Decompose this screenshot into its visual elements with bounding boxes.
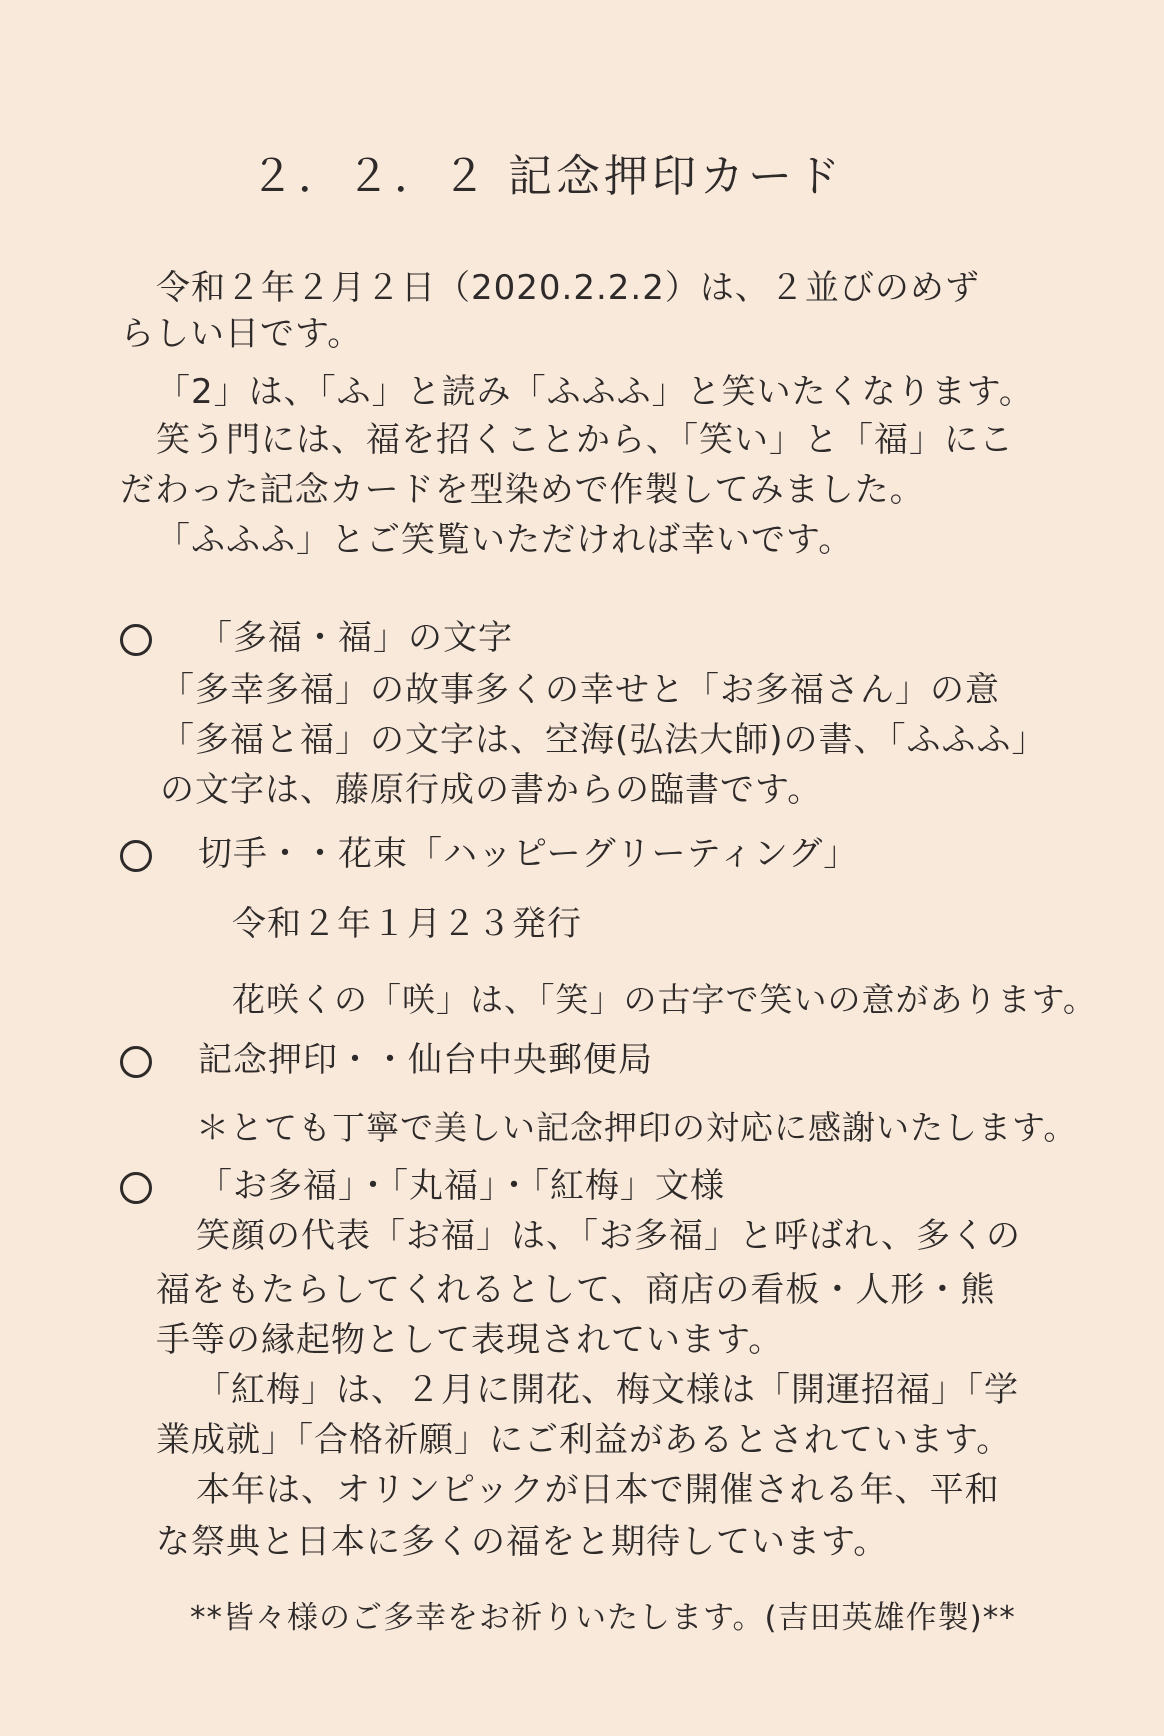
intro-line-5: だわった記念カードを型染めで作製してみました。	[120, 470, 925, 510]
section1-line-3: の文字は、藤原行成の書からの臨書です。	[160, 770, 823, 810]
section4-line-4: 「紅梅」は、２月に開花、梅文様は「開運招福」「学	[196, 1370, 1019, 1410]
bullet-circle-icon	[120, 840, 152, 872]
section2-line-1: 令和２年１月２３発行	[232, 904, 582, 944]
section4-line-7: な祭典と日本に多くの福をと期待しています。	[156, 1522, 889, 1562]
section4-line-6: 本年は、オリンピックが日本で開催される年、平和	[196, 1470, 1000, 1510]
section2-heading: 切手・・花束「ハッピーグリーティング」	[198, 834, 859, 874]
bullet-circle-icon	[120, 624, 152, 656]
section2-line-2: 花咲くの「咲」は、「笑」の古字で笑いの意があります。	[232, 980, 1097, 1019]
section1-heading: 「多福・福」の文字	[198, 618, 513, 658]
bullet-circle-icon	[120, 1046, 152, 1078]
section4-line-5: 業成就」「合格祈願」にご利益があるとされています。	[156, 1420, 1012, 1460]
section1-line-1: 「多幸多福」の故事多くの幸せと「お多福さん」の意	[160, 670, 1000, 710]
section4-line-2: 福をもたらしてくれるとして、商店の看板・人形・熊	[156, 1270, 996, 1310]
section3-heading: 記念押印・・仙台中央郵便局	[198, 1040, 653, 1080]
section4-heading: 「お多福」・「丸福」・「紅梅」文様	[198, 1166, 725, 1206]
intro-line-6: 「ふふふ」とご笑覧いただければ幸いです。	[156, 520, 854, 560]
intro-line-2: らしい日です。	[120, 314, 363, 354]
card-title: ２．２．２ 記念押印カード	[250, 151, 844, 202]
section1-line-2: 「多福と福」の文字は、空海(弘法大師)の書、「ふふふ」	[160, 720, 1047, 760]
intro-line-3: 「2」は、「ふ」と読み「ふふふ」と笑いたくなります。	[156, 372, 1034, 412]
bullet-circle-icon	[120, 1172, 152, 1204]
intro-line-1: 令和２年２月２日（2020.2.2.2）は、２並びのめず	[156, 268, 980, 308]
footer-note: **皆々様のご多幸をお祈りいたします。(吉田英雄作製)**	[190, 1600, 1016, 1636]
section4-line-3: 手等の縁起物として表現されています。	[156, 1320, 784, 1360]
section4-line-1: 笑顔の代表「お福」は、「お多福」と呼ばれ、多くの	[196, 1216, 1022, 1256]
section3-line-1: ＊とても丁寧で美しい記念押印の対応に感謝いたします。	[196, 1108, 1078, 1147]
intro-line-4: 笑う門には、福を招くことから、「笑い」と「福」にこ	[156, 420, 1014, 460]
